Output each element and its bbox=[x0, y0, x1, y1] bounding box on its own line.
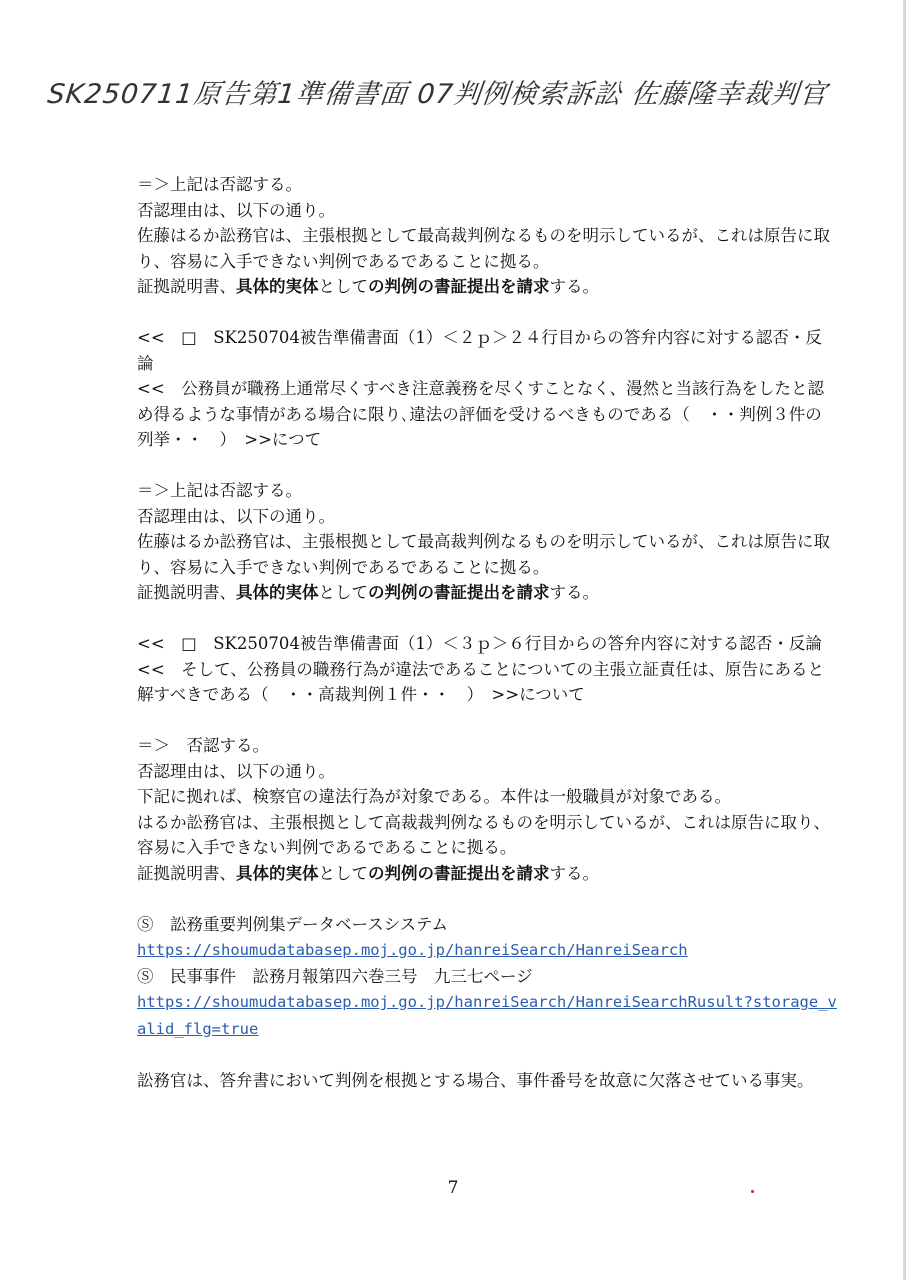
text-line bbox=[137, 861, 837, 887]
text-span: Ⓢ 訟務重要判例集データベースシステム bbox=[137, 914, 449, 934]
text-span: として bbox=[318, 863, 368, 883]
text-span: 佐藤はるか訟務官は、主張根拠として最高裁判例なるものを明示しているが、これは原告に取り、容易に入手できない判例であるであることに拠る。 bbox=[137, 532, 830, 577]
text-line bbox=[137, 529, 837, 580]
text-line bbox=[137, 631, 837, 657]
document-section bbox=[137, 631, 837, 708]
paragraph-gap bbox=[137, 708, 837, 734]
bold-text: の判例の書証提出を請求 bbox=[368, 863, 550, 883]
text-span: する。 bbox=[549, 863, 599, 883]
text-line bbox=[137, 325, 837, 376]
text-line bbox=[137, 989, 837, 1042]
text-line bbox=[137, 733, 837, 759]
text-line bbox=[137, 223, 837, 274]
text-line bbox=[137, 376, 837, 453]
text-span: 証拠説明書、 bbox=[137, 583, 236, 602]
paragraph-gap bbox=[137, 606, 837, 632]
bold-text: の判例の書証提出を請求 bbox=[368, 277, 550, 296]
text-span: はるか訟務官は、主張根拠として高裁裁判例なるものを明示しているが、これは原告に取り、容易に入手できない判例であるであることに拠る。 bbox=[137, 812, 830, 857]
document-section bbox=[137, 1068, 837, 1094]
text-span: として bbox=[318, 277, 368, 296]
text-line bbox=[137, 810, 837, 861]
text-span: 否認理由は、以下の通り。 bbox=[137, 761, 335, 781]
text-span: << 公務員が職務上通常尽くすべき注意義務を尽くすことなく、漫然と当該行為をしたと認め得るような事情がある場合に限り､違法の評価を受けるべきものである（ ・・判例３件の列挙・・ ） >>につて bbox=[137, 379, 824, 449]
text-line bbox=[137, 964, 837, 990]
text-line bbox=[137, 274, 837, 300]
text-line bbox=[137, 198, 837, 224]
text-line bbox=[137, 759, 837, 785]
document-section bbox=[137, 325, 837, 453]
paragraph-gap bbox=[137, 300, 837, 326]
paragraph-gap bbox=[137, 1042, 837, 1068]
text-span: 否認理由は、以下の通り。 bbox=[137, 200, 335, 220]
text-span: << □ SK250704被告準備書面（1）＜２ｐ＞２４行目からの答弁内容に対する認否・反論 bbox=[137, 328, 822, 373]
text-span: ＝＞上記は否認する。 bbox=[137, 175, 302, 194]
bold-text: 具体的実体 bbox=[236, 277, 319, 296]
text-span: する。 bbox=[549, 277, 599, 296]
paragraph-gap bbox=[137, 453, 837, 479]
bold-text: 具体的実体 bbox=[236, 863, 319, 883]
text-span: ＝＞上記は否認する。 bbox=[137, 481, 302, 500]
text-line bbox=[137, 784, 837, 810]
text-span: << □ SK250704被告準備書面（1）＜３ｐ＞６行目からの答弁内容に対する認否・反論 bbox=[137, 634, 822, 653]
document-section bbox=[137, 172, 837, 300]
text-line bbox=[137, 580, 837, 606]
text-line bbox=[137, 937, 837, 964]
text-span: ＝＞ 否認する。 bbox=[137, 736, 269, 755]
text-span: Ⓢ 民事事件 訟務月報第四六巻三号 九三七ページ bbox=[137, 966, 533, 986]
text-line bbox=[137, 504, 837, 530]
handwritten-header: SK250711原告第1準備書面 07判例検索訴訟 佐藤隆幸裁判官 bbox=[46, 79, 829, 110]
text-span: する。 bbox=[549, 583, 599, 602]
text-span: 否認理由は、以下の通り。 bbox=[137, 506, 335, 526]
url-link[interactable]: https://shoumudatabasep.moj.go.jp/hanreiSearch/HanreiSearch bbox=[137, 941, 688, 959]
bold-text: 具体的実体 bbox=[236, 583, 319, 602]
text-span: 下記に拠れば、検察官の違法行為が対象である。本件は一般職員が対象である。 bbox=[137, 787, 731, 806]
text-line bbox=[137, 172, 837, 198]
text-line bbox=[137, 657, 837, 708]
document-body bbox=[137, 172, 837, 1093]
text-span: 佐藤はるか訟務官は、主張根拠として最高裁判例なるものを明示しているが、これは原告に取り、容易に入手できない判例であるであることに拠る。 bbox=[137, 226, 830, 271]
text-line bbox=[137, 912, 837, 938]
document-section bbox=[137, 478, 837, 606]
text-span: 証拠説明書、 bbox=[137, 863, 236, 883]
url-link[interactable]: https://shoumudatabasep.moj.go.jp/hanreiSearch/HanreiSearchRusult?storage_valid_flg=true bbox=[137, 993, 837, 1038]
text-span: として bbox=[318, 583, 368, 602]
page-number: 7 bbox=[447, 1178, 459, 1198]
text-line bbox=[137, 1068, 837, 1094]
text-span: 訟務官は、答弁書において判例を根拠とする場合、事件番号を故意に欠落させている事実。 bbox=[137, 1070, 814, 1090]
paragraph-gap bbox=[137, 886, 837, 912]
text-span: 証拠説明書、 bbox=[137, 277, 236, 296]
bold-text: の判例の書証提出を請求 bbox=[368, 583, 550, 602]
text-line bbox=[137, 478, 837, 504]
text-span: << そして、公務員の職務行為が違法であることについての主張立証責任は、原告にあると解すべきである（ ・・高裁判例１件・・ ） >>について bbox=[137, 659, 824, 704]
document-section bbox=[137, 733, 837, 886]
document-section bbox=[137, 912, 837, 1043]
scan-speck bbox=[751, 1190, 754, 1193]
